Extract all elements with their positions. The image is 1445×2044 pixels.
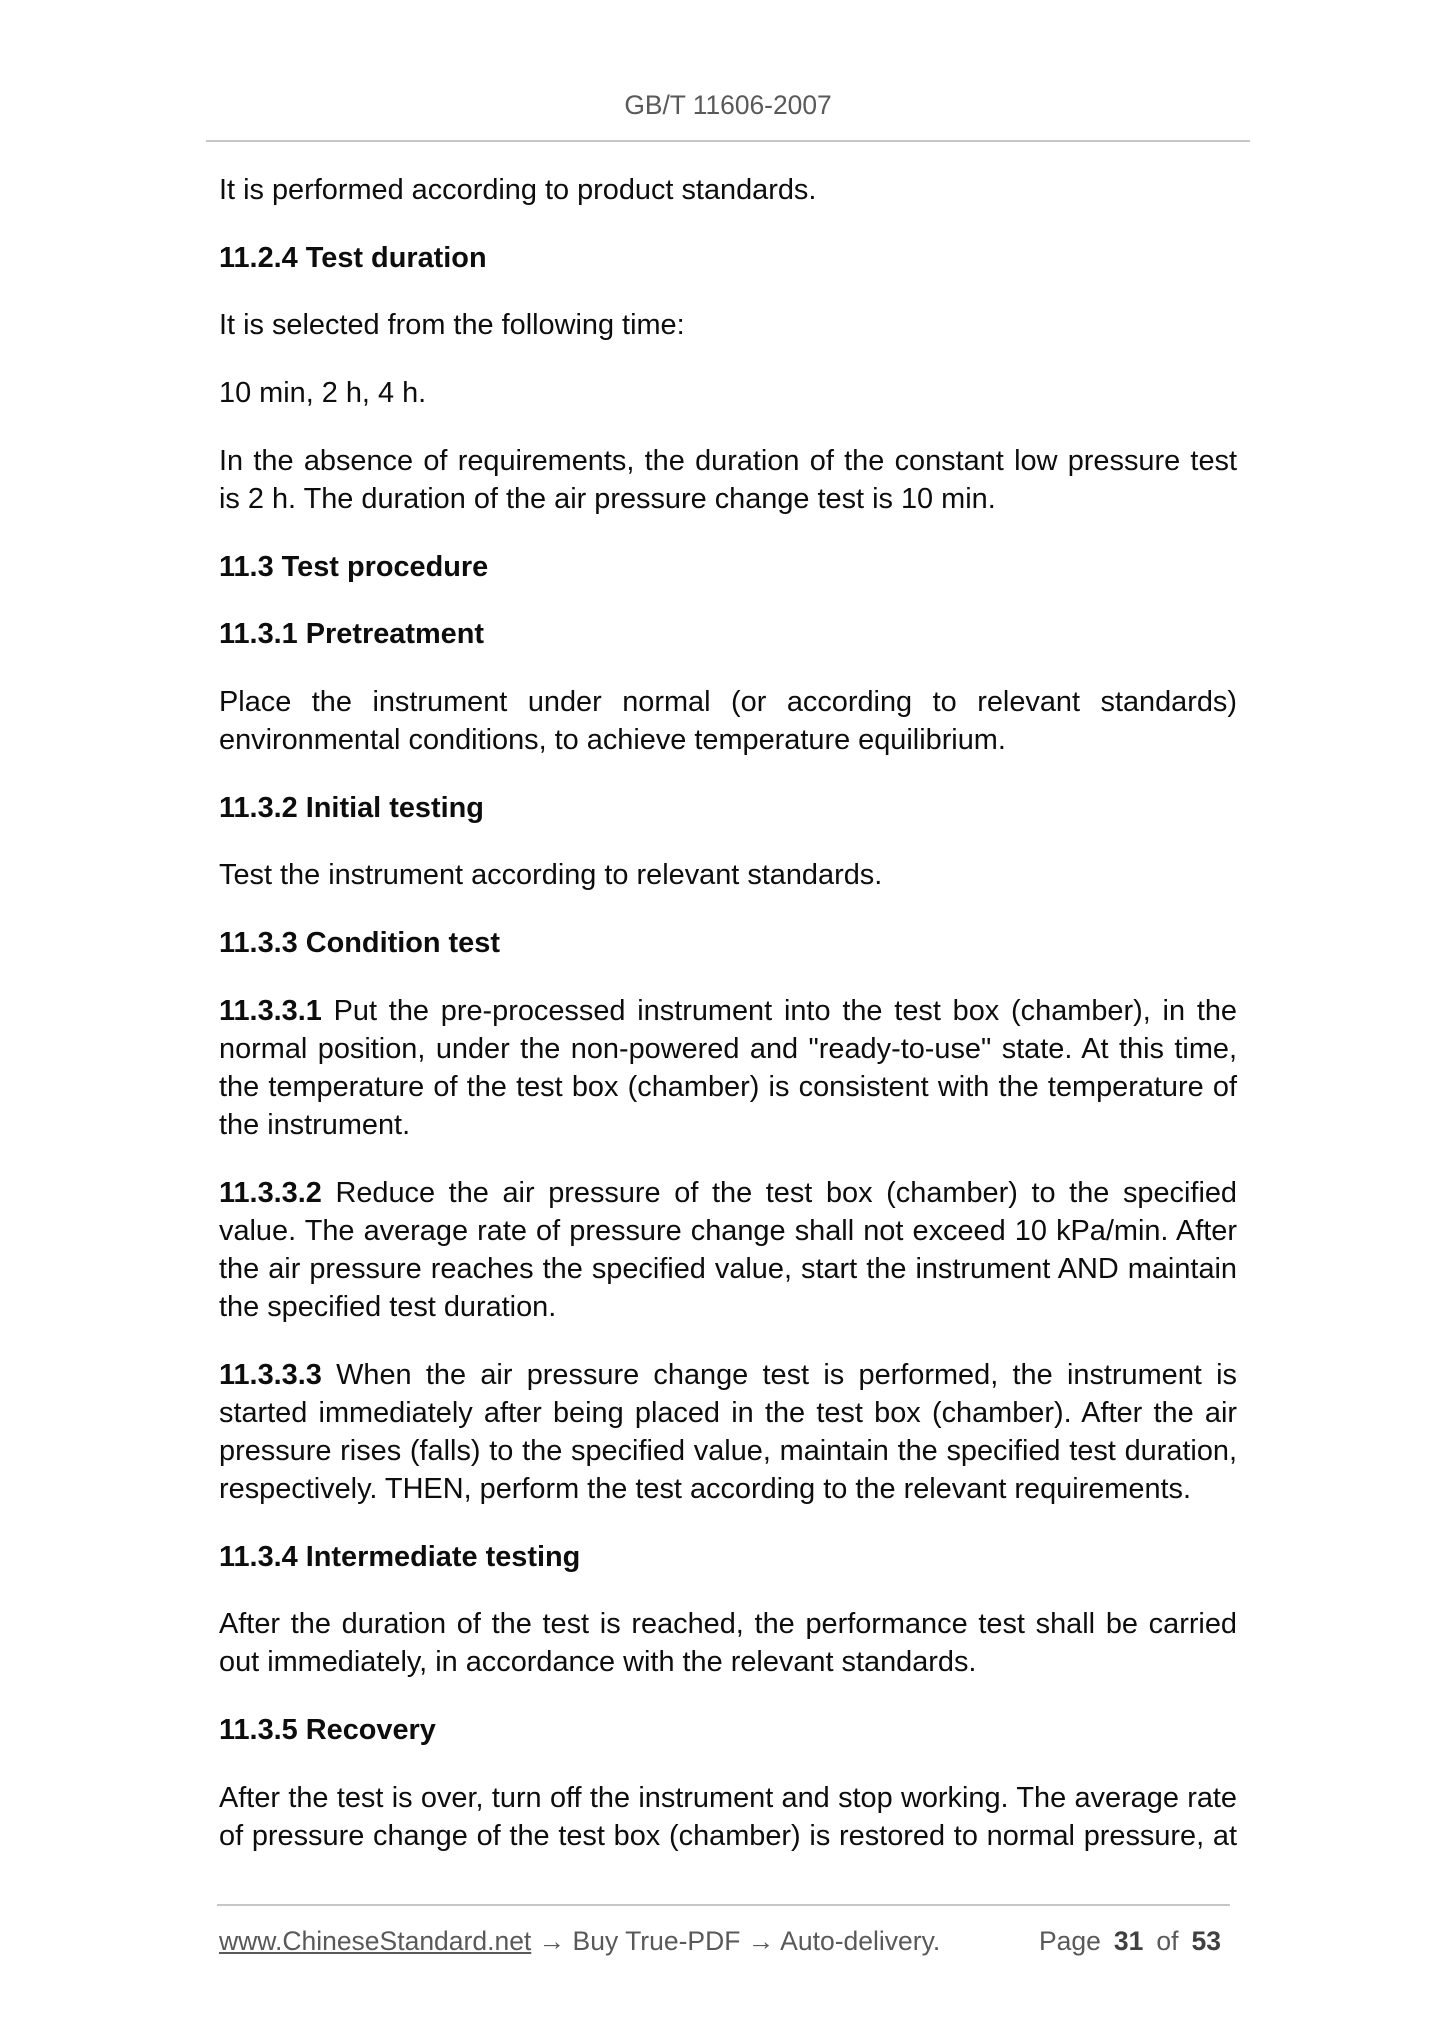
clause-paragraph — [219, 992, 1237, 1144]
paragraph-line: It is performed according to product standards. — [219, 174, 817, 206]
paragraph — [219, 374, 1237, 412]
section-heading: 11.3.1 Pretreatment — [219, 618, 484, 651]
website-link[interactable]: www.ChineseStandard.net — [219, 1926, 532, 1956]
clause-number: 11.3.3.2 — [219, 1176, 322, 1209]
paragraph — [219, 1605, 1237, 1681]
paragraph — [219, 856, 1237, 894]
document-body — [219, 171, 1237, 1885]
paragraph-line: Test the instrument according to relevant standards. — [219, 859, 883, 892]
paragraph — [219, 171, 1237, 209]
paragraph-line: normal position, under the non-powered and "ready-to-use" state. At this time, — [219, 1032, 1237, 1065]
clause-paragraph — [219, 1174, 1237, 1326]
clause-number: 11.3.3.3 — [219, 1358, 322, 1391]
paragraph-line: the instrument. — [219, 1109, 411, 1142]
paragraph-line: Place the instrument under normal (or according to relevant standards) — [219, 685, 1237, 718]
page-footer — [219, 1925, 940, 1958]
paragraph-line: value. The average rate of pressure change shall not exceed 10 kPa/min. After — [219, 1214, 1237, 1247]
paragraph-line: of pressure change of the test box (chamber) is restored to normal pressure, at — [219, 1819, 1237, 1852]
paragraph-line: After the test is over, turn off the instrument and stop working. The average rate — [219, 1781, 1237, 1814]
clause-number: 11.3.3.1 — [219, 994, 322, 1027]
paragraph-line: It is selected from the following time: — [219, 309, 685, 342]
page-number — [1039, 1925, 1221, 1958]
paragraph-line: the temperature of the test box (chamber) is consistent with the temperature of — [219, 1070, 1237, 1103]
standard-number: GB/T 11606-2007 — [624, 90, 832, 120]
paragraph-line: out immediately, in accordance with the relevant standards. — [219, 1646, 977, 1679]
footer-tagline: → Buy True-PDF → Auto-delivery. — [538, 1926, 941, 1956]
header-rule — [206, 140, 1250, 142]
page-header — [206, 89, 1250, 121]
of-label: of — [1156, 1926, 1179, 1956]
paragraph — [219, 1779, 1237, 1855]
clause-paragraph — [219, 1356, 1237, 1508]
paragraph-line: is 2 h. The duration of the air pressure change test is 10 min. — [219, 482, 996, 515]
paragraph-line: After the duration of the test is reached, the performance test shall be carried — [219, 1608, 1237, 1641]
paragraph — [219, 683, 1237, 759]
paragraph-line: In the absence of requirements, the duration of the constant low pressure test — [219, 444, 1237, 477]
paragraph-line: the air pressure reaches the specified value, start the instrument AND maintain — [219, 1252, 1237, 1285]
total-pages: 53 — [1191, 1926, 1221, 1956]
paragraph-line — [219, 992, 1237, 1030]
line-text: When the air pressure change test is performed, the instrument is — [336, 1358, 1237, 1391]
paragraph — [219, 306, 1237, 344]
page-label: Page — [1039, 1926, 1101, 1956]
paragraph-line — [219, 1174, 1237, 1212]
line-text: Put the pre-processed instrument into the test box (chamber), in the — [333, 994, 1237, 1027]
current-page: 31 — [1113, 1926, 1144, 1956]
footer-rule — [217, 1904, 1230, 1906]
paragraph-line: started immediately after being placed in the test box (chamber). After the air — [219, 1396, 1237, 1429]
paragraph-line: pressure rises (falls) to the specified value, maintain the specified test duration, — [219, 1434, 1237, 1467]
line-text: Reduce the air pressure of the test box (chamber) to the specified — [335, 1176, 1238, 1209]
paragraph-line: the specified test duration. — [219, 1291, 557, 1323]
paragraph — [219, 442, 1237, 518]
section-heading: 11.3.4 Intermediate testing — [219, 1540, 581, 1573]
paragraph-line: respectively. THEN, perform the test according to the relevant requirements. — [219, 1472, 1192, 1505]
paragraph-line: 10 min, 2 h, 4 h. — [219, 377, 427, 410]
section-heading: 11.3.5 Recovery — [219, 1714, 436, 1747]
section-heading: 11.3 Test procedure — [219, 550, 489, 583]
section-heading: 11.3.2 Initial testing — [219, 791, 484, 824]
section-heading: 11.2.4 Test duration — [219, 241, 487, 274]
paragraph-line: environmental conditions, to achieve temperature equilibrium. — [219, 724, 1006, 756]
section-heading: 11.3.3 Condition test — [219, 927, 500, 960]
paragraph-line — [219, 1356, 1237, 1394]
